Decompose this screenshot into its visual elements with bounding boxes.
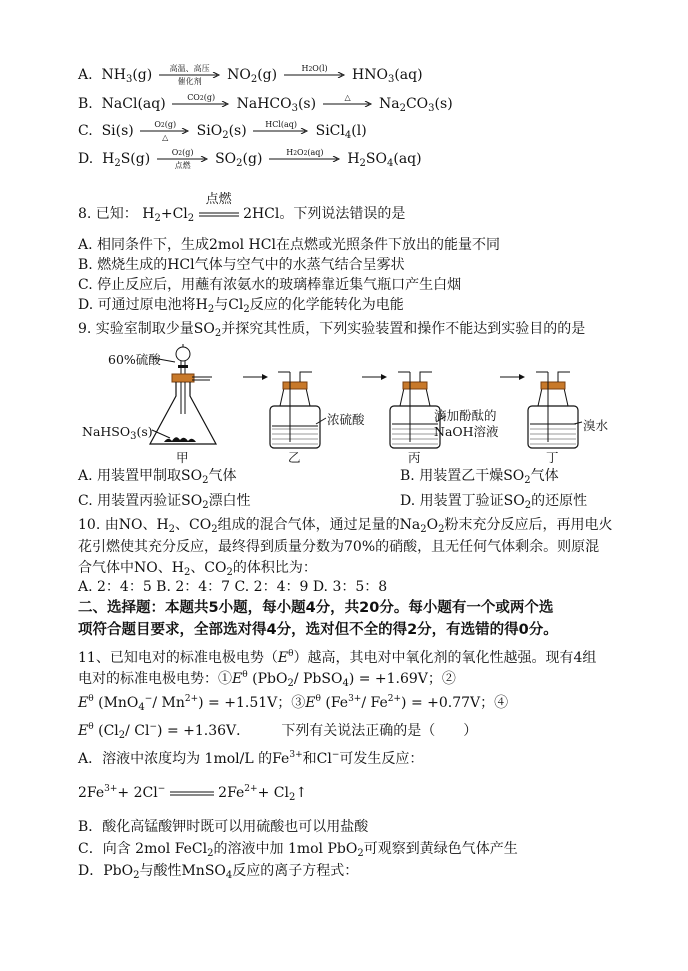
question-8-option-d: D. 可通过原电池将$H_2$与$Cl_2$反应的化学能转化为电能 — [78, 297, 404, 315]
label-bing: 丙 — [408, 450, 421, 465]
section-2-heading-line1: 二、选择题：本题共5小题，每小题4分，共20分。每小题有一个或两个选 — [78, 600, 554, 616]
reaction-arrow: O2(g) △ — [140, 120, 190, 142]
apparatus-figure — [80, 344, 620, 465]
question-8-option-c: C. 停止反应后，用蘸有浓氨水的玻璃棒靠近集气瓶口产生白烟 — [78, 277, 462, 293]
question-11-option-c: C．向含 2mol FeCl$_2$的溶液中加 1mol PbO$_2$可观察到黄绿色气体产生 — [78, 841, 518, 859]
option-7a: A. $NH_3(g)$ 高温、高压 催化剂 $NO_2(g)$ H2O(l) $HNO_3(aq)$ — [78, 64, 423, 86]
option-7c: C. Si(s) O2(g) △ SiO$_2$(s) HCl(aq) SiCl$_4$(l) — [78, 120, 367, 142]
label-acid: 60%硫酸 — [108, 352, 161, 367]
apparatus-drawing — [80, 344, 620, 462]
section-2-heading-line2: 项符合题目要求，全部选对得4分，选对但不全的得2分，有选错的得0分。 — [78, 622, 558, 638]
question-11-option-d: D．PbO$_2$与酸性MnSO$_4$反应的离子方程式： — [78, 863, 359, 881]
question-11-line4: $E^\theta$ ($Cl_2/$ Cl−) = +1.36V． 下列有关说法正确的是（ ） — [78, 722, 478, 741]
question-9-option-a: A. 用装置甲制取$SO_2$气体 — [78, 468, 237, 486]
equals-sign — [170, 782, 214, 804]
label-jia: 甲 — [176, 450, 189, 465]
reaction-arrow: HCl(aq) — [253, 120, 309, 142]
reaction-arrow: H2O2(aq) — [269, 148, 341, 170]
question-11-line2: 电对的标准电极电势：$①E^\theta$ (PbO$_2$/ PbSO$_4$) = +1.69V；② — [78, 670, 456, 689]
label-bromine-water: 溴水 — [583, 418, 609, 433]
reaction-arrow: 高温、高压 催化剂 — [159, 64, 221, 86]
question-11-option-a: A．溶液中浓度均为 1mol/L 的$Fe^{3+}$和Cl−可发生反应： — [78, 750, 424, 767]
question-10-line1: 10. 由NO、$H_2$、$CO_2$组成的混合气体，通过足量的$Na_2O_2$粉末充分反应后，再用电火 — [78, 517, 613, 535]
question-10-line3: 合气体中NO、$H_2$、$CO_2$的体积比为： — [78, 560, 317, 578]
question-9-option-c: C. 用装置丙验证$SO_2$漂白性 — [78, 493, 251, 511]
label-naoh: NaOH溶液 — [434, 424, 499, 439]
question-9-option-d: D. 用装置丁验证$SO_2$的还原性 — [400, 493, 588, 511]
question-11-equation: $2Fe^{3+}+ 2Cl^-$ $2Fe^{2+}+$ $Cl_2↑$ — [78, 784, 308, 803]
question-8: 8. 已知： $H_2+Cl_2$ 点燃 2HCl。下列说法错误的是 — [78, 192, 406, 224]
question-8-option-b: B. 燃烧生成的HCl气体与空气中的水蒸气结合呈雾状 — [78, 257, 405, 273]
reaction-arrow: △ — [323, 93, 373, 115]
question-11-line3: $E^\theta$ (MnO$_4$−/ $Mn^{2+}) = +1.51V$；$③E^\theta$ ($Fe^{3+}/$ $Fe^{2+}) = +0.77V$；④ — [78, 694, 509, 713]
label-ding: 丁 — [546, 450, 559, 465]
label-conc-sulfuric: 浓硫酸 — [327, 412, 365, 427]
question-8-option-a: A. 相同条件下，生成2mol HCl在点燃或光照条件下放出的能量不同 — [78, 237, 500, 253]
option-7d: D. $H_2S(g)$ O2(g) 点燃 $SO_2(g)$ H2O2(aq) $H_2SO_4(aq)$ — [78, 148, 422, 170]
question-9: 9. 实验室制取少量$SO_2$并探究其性质，下列实验装置和操作不能达到实验目的的是 — [78, 321, 586, 339]
condition-equals: 点燃 — [205, 192, 232, 207]
question-11-line1: 11、已知电对的标准电极电势$(E^\theta)$越高，其电对中氧化剂的氧化性越强。现有4组 — [78, 649, 597, 666]
option-7b: B. NaCl(aq) CO2(g) NaHCO$_3$(s) △ $Na_2CO_3(s)$ — [78, 93, 453, 114]
reaction-arrow: H2O(l) — [284, 64, 346, 86]
reaction-arrow: CO2(g) — [172, 93, 230, 115]
question-11-option-b: B．酸化高锰酸钾时既可以用硫酸也可以用盐酸 — [78, 819, 369, 835]
question-10-options: A. 2：4：5 B. 2：4：7 C. 2：4：9 D. 3：5：8 — [78, 579, 388, 595]
question-9-option-b: B. 用装置乙干燥$SO_2$气体 — [400, 468, 559, 486]
label-phenolphthalein: 滴加酚酞的 — [434, 408, 497, 423]
question-10-line2: 花引燃使其充分反应，最终得到质量分数为70%的硝酸，且无任何气体剩余。则原混 — [78, 539, 600, 555]
reaction-arrow: O2(g) 点燃 — [157, 148, 209, 170]
label-yi: 乙 — [288, 450, 301, 465]
label-nahso3: NaHSO$_3$(s) — [82, 424, 153, 442]
